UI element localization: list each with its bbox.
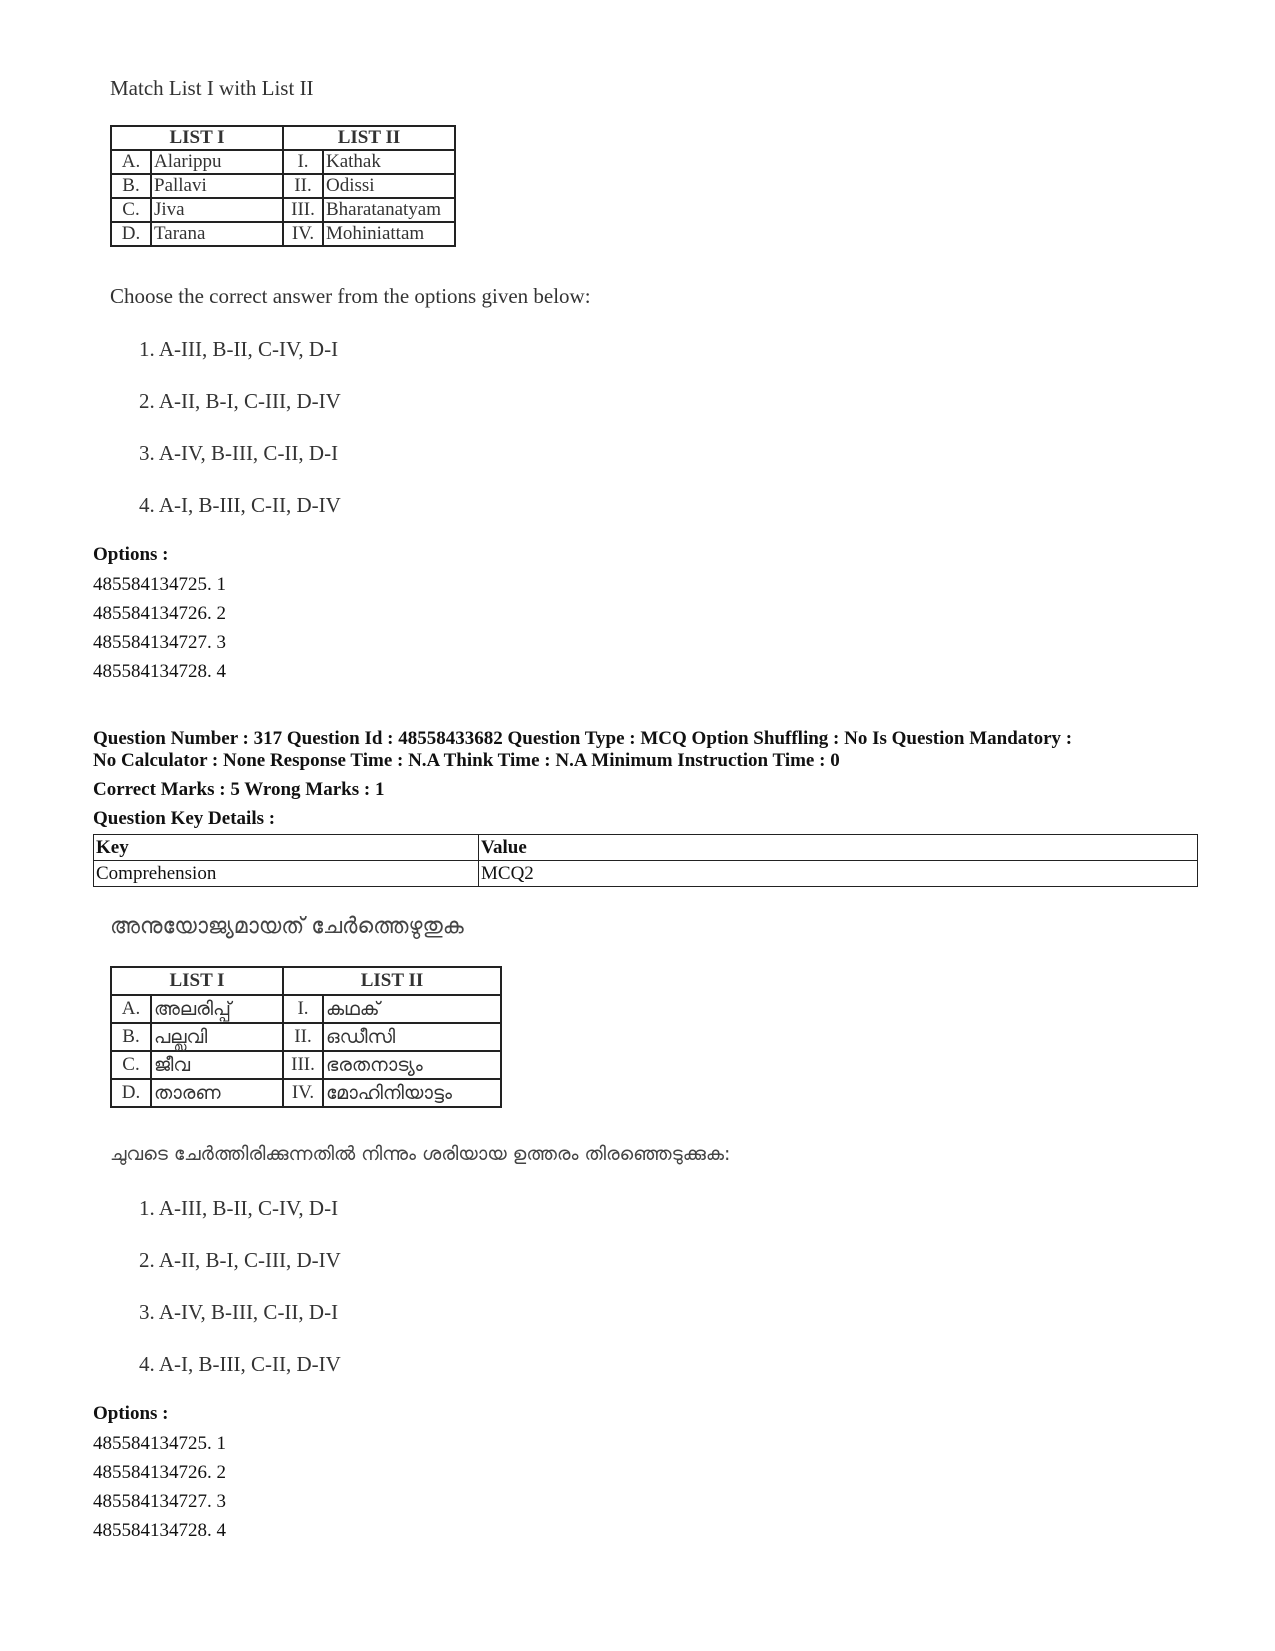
option-item: 485584134726. 2 [93, 1462, 226, 1483]
option-item: 485584134728. 4 [93, 661, 226, 682]
instruction-text: Choose the correct answer from the options given below: [110, 284, 591, 308]
list2-numeral: III. [283, 198, 323, 222]
list1-letter: C. [111, 1051, 151, 1079]
list2-header: LIST II [283, 967, 501, 995]
list1-letter: A. [111, 150, 151, 174]
table-row [111, 1023, 501, 1051]
list1-item: ജീവ [151, 1051, 283, 1079]
table-row [111, 1051, 501, 1079]
table-row [111, 995, 501, 1023]
options-label: Options : [93, 1403, 169, 1424]
marks-line: Correct Marks : 5 Wrong Marks : 1 [93, 779, 385, 800]
list2-item: കഥക് [323, 995, 501, 1023]
option-item: 485584134727. 3 [93, 1491, 226, 1512]
list2-header: LIST II [283, 126, 455, 150]
choice-3: 3. A-IV, B-III, C-II, D-I [139, 1300, 339, 1324]
list1-item: പല്ലവി [151, 1023, 283, 1051]
option-item: 485584134727. 3 [93, 632, 226, 653]
choice-1: 1. A-III, B-II, C-IV, D-I [139, 1196, 339, 1220]
list1-header: LIST I [111, 967, 283, 995]
option-item: 485584134725. 1 [93, 574, 226, 595]
list1-item: Jiva [151, 198, 283, 222]
options-list [93, 570, 226, 686]
choice-3: 3. A-IV, B-III, C-II, D-I [139, 441, 339, 465]
list1-item: Alarippu [151, 150, 283, 174]
match-table-malayalam [110, 966, 502, 1108]
list2-item: Bharatanatyam [323, 198, 455, 222]
question-title-malayalam: അനുയോജ്യമായത് ചേർത്തെഴുതുക [110, 914, 464, 939]
table-row [111, 174, 455, 198]
key-details-label: Question Key Details : [93, 808, 276, 829]
question-title: Match List I with List II [110, 76, 314, 100]
table-row [111, 1079, 501, 1107]
list2-item: മോഹിനിയാട്ടം [323, 1079, 501, 1107]
options-list [93, 1429, 226, 1545]
value-cell: MCQ2 [479, 861, 1198, 887]
key-cell: Comprehension [94, 861, 479, 887]
table-row [94, 861, 1198, 887]
list2-item: Mohiniattam [323, 222, 455, 246]
list2-numeral: IV. [283, 1079, 323, 1107]
option-item: 485584134725. 1 [93, 1433, 226, 1454]
list1-letter: D. [111, 1079, 151, 1107]
match-table [110, 125, 456, 247]
options-label: Options : [93, 544, 169, 565]
choice-4: 4. A-I, B-III, C-II, D-IV [139, 1352, 341, 1376]
list1-item: താരണ [151, 1079, 283, 1107]
choice-2: 2. A-II, B-I, C-III, D-IV [139, 389, 341, 413]
table-row [111, 198, 455, 222]
list2-item: ഭരതനാട്യം [323, 1051, 501, 1079]
list1-item: അലരിപ്പ് [151, 995, 283, 1023]
list1-item: Tarana [151, 222, 283, 246]
value-header: Value [479, 835, 1198, 861]
list2-numeral: II. [283, 1023, 323, 1051]
question-meta-line1: Question Number : 317 Question Id : 48558433682 Question Type : MCQ Option Shuffling : No Is Question Mandatory : [93, 728, 1073, 749]
list1-letter: C. [111, 198, 151, 222]
list2-item: ഒഡീസി [323, 1023, 501, 1051]
choice-1: 1. A-III, B-II, C-IV, D-I [139, 337, 339, 361]
list1-letter: B. [111, 1023, 151, 1051]
list1-letter: D. [111, 222, 151, 246]
list2-item: Kathak [323, 150, 455, 174]
key-header: Key [94, 835, 479, 861]
option-item: 485584134726. 2 [93, 603, 226, 624]
choice-4: 4. A-I, B-III, C-II, D-IV [139, 493, 341, 517]
list2-numeral: IV. [283, 222, 323, 246]
list2-numeral: I. [283, 150, 323, 174]
key-value-table [93, 834, 1198, 887]
list1-letter: B. [111, 174, 151, 198]
list2-numeral: II. [283, 174, 323, 198]
list1-letter: A. [111, 995, 151, 1023]
instruction-text-malayalam: ചുവടെ ചേർത്തിരിക്കുന്നതിൽ നിന്നും ശരിയായ ഉത്തരം തിരഞ്ഞെടുക്കുക: [110, 1143, 731, 1165]
list1-header: LIST I [111, 126, 283, 150]
question-meta-line2: No Calculator : None Response Time : N.A Think Time : N.A Minimum Instruction Time : 0 [93, 750, 840, 771]
list2-numeral: III. [283, 1051, 323, 1079]
table-row [111, 150, 455, 174]
option-item: 485584134728. 4 [93, 1520, 226, 1541]
list2-numeral: I. [283, 995, 323, 1023]
list2-item: Odissi [323, 174, 455, 198]
table-row [111, 222, 455, 246]
list1-item: Pallavi [151, 174, 283, 198]
choice-2: 2. A-II, B-I, C-III, D-IV [139, 1248, 341, 1272]
